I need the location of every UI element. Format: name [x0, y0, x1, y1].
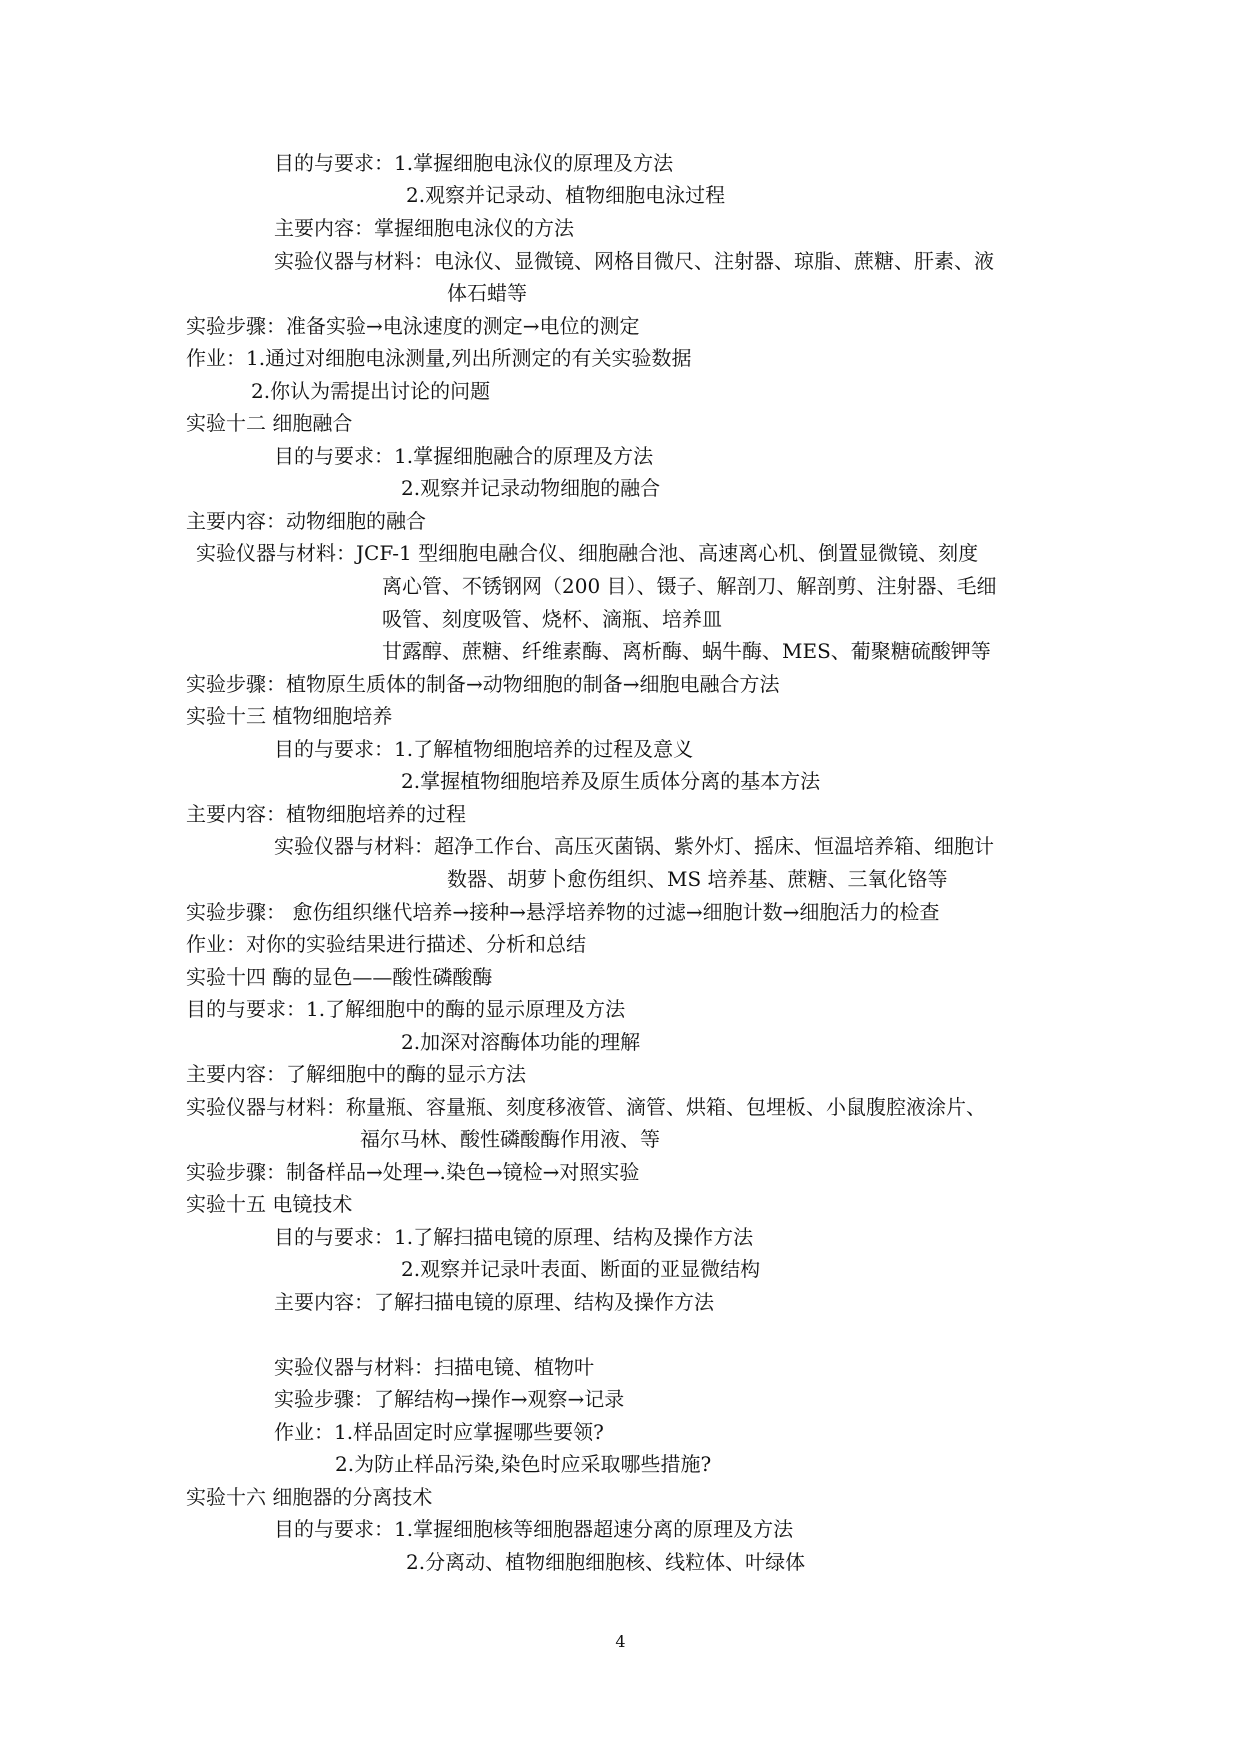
text-line: 作业：1.通过对细胞电泳测量,列出所测定的有关实验数据	[186, 346, 692, 370]
text-line: 2.为防止样品污染,染色时应采取哪些措施?	[335, 1452, 712, 1476]
text-line: 福尔马林、酸性磷酸酶作用液、等	[360, 1127, 660, 1151]
text-line: 2.观察并记录动物细胞的融合	[401, 476, 661, 500]
text-line: 实验步骤：植物原生质体的制备→动物细胞的制备→细胞电融合方法	[186, 672, 780, 696]
text-line: 2.观察并记录叶表面、断面的亚显微结构	[401, 1257, 761, 1281]
text-line: 作业：对你的实验结果进行描述、分析和总结	[186, 932, 586, 956]
text-line: 目的与要求：1.掌握细胞核等细胞器超速分离的原理及方法	[274, 1517, 794, 1541]
text-line: 主要内容：掌握细胞电泳仪的方法	[274, 216, 574, 240]
text-line: 实验步骤：制备样品→处理→.染色→镜检→对照实验	[186, 1160, 640, 1184]
text-line: 实验仪器与材料：JCF-1 型细胞电融合仪、细胞融合池、高速离心机、倒置显微镜、刻度	[196, 541, 979, 565]
text-line: 实验仪器与材料：超净工作台、高压灭菌锅、紫外灯、摇床、恒温培养箱、细胞计	[274, 834, 994, 858]
text-line: 目的与要求：1.了解细胞中的酶的显示原理及方法	[186, 997, 626, 1021]
text-line: 2.你认为需提出讨论的问题	[251, 379, 491, 403]
text-line: 数器、胡萝卜愈伤组织、MS 培养基、蔗糖、三氧化铬等	[447, 867, 948, 891]
text-line: 目的与要求：1.了解扫描电镜的原理、结构及操作方法	[274, 1225, 754, 1249]
text-line: 实验步骤： 愈伤组织继代培养→接种→悬浮培养物的过滤→细胞计数→细胞活力的检查	[186, 900, 940, 924]
section-heading: 实验十二 细胞融合	[186, 411, 353, 435]
text-line: 离心管、不锈钢网（200 目）、镊子、解剖刀、解剖剪、注射器、毛细	[382, 574, 997, 598]
text-line: 2.加深对溶酶体功能的理解	[401, 1030, 641, 1054]
text-line: 主要内容：了解细胞中的酶的显示方法	[186, 1062, 526, 1086]
text-line: 实验仪器与材料：扫描电镜、植物叶	[274, 1355, 594, 1379]
section-heading: 实验十六 细胞器的分离技术	[186, 1485, 433, 1509]
text-line: 吸管、刻度吸管、烧杯、滴瓶、培养皿	[382, 607, 722, 631]
text-line: 目的与要求：1.了解植物细胞培养的过程及意义	[274, 737, 694, 761]
text-line: 目的与要求：1.掌握细胞电泳仪的原理及方法	[274, 151, 674, 175]
text-line: 实验步骤：准备实验→电泳速度的测定→电位的测定	[186, 314, 640, 338]
section-heading: 实验十四 酶的显色——酸性磷酸酶	[186, 965, 493, 989]
text-line: 作业：1.样品固定时应掌握哪些要领?	[274, 1420, 604, 1444]
text-line: 主要内容：了解扫描电镜的原理、结构及操作方法	[274, 1290, 714, 1314]
text-line: 体石蜡等	[447, 281, 527, 305]
text-line: 实验仪器与材料：电泳仪、显微镜、网格目微尺、注射器、琼脂、蔗糖、肝素、液	[274, 249, 994, 273]
text-line: 实验步骤：了解结构→操作→观察→记录	[274, 1387, 625, 1411]
text-line: 目的与要求：1.掌握细胞融合的原理及方法	[274, 444, 654, 468]
section-heading: 实验十三 植物细胞培养	[186, 704, 393, 728]
section-heading: 实验十五 电镜技术	[186, 1192, 353, 1216]
text-line: 2.分离动、植物细胞细胞核、线粒体、叶绿体	[406, 1550, 806, 1574]
text-line: 实验仪器与材料：称量瓶、容量瓶、刻度移液管、滴管、烘箱、包埋板、小鼠腹腔液涂片、	[186, 1095, 986, 1119]
text-line: 主要内容：动物细胞的融合	[186, 509, 426, 533]
text-line: 2.掌握植物细胞培养及原生质体分离的基本方法	[401, 769, 821, 793]
text-line: 主要内容：植物细胞培养的过程	[186, 802, 466, 826]
page-number: 4	[615, 1632, 626, 1651]
text-line: 甘露醇、蔗糖、纤维素酶、离析酶、蜗牛酶、MES、葡聚糖硫酸钾等	[382, 639, 991, 663]
text-line: 2.观察并记录动、植物细胞电泳过程	[406, 183, 726, 207]
